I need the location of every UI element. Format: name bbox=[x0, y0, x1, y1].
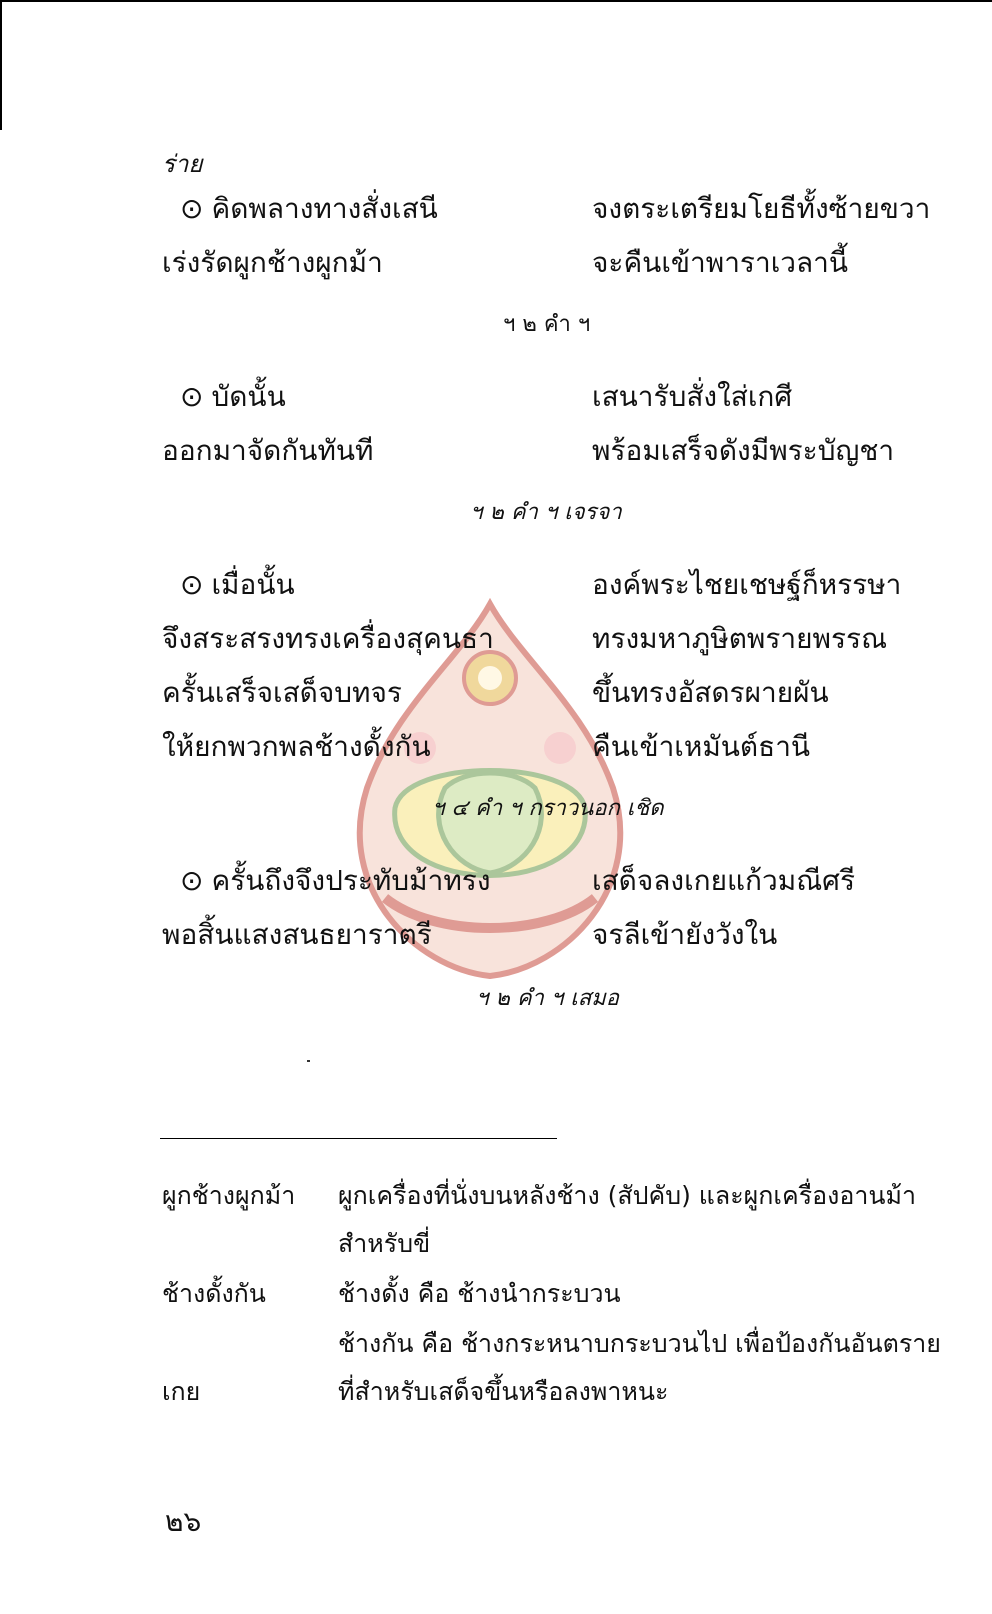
page-edge-left bbox=[0, 0, 2, 130]
verse-line-right: คืนเข้าเหมันต์ธานี bbox=[592, 730, 811, 763]
verse-line-right: จะคืนเข้าพาราเวลานี้ bbox=[592, 246, 849, 279]
glossary-definition: ที่สำหรับเสด็จขึ้นหรือลงพาหนะ bbox=[338, 1377, 669, 1406]
bullet-icon: ⊙ bbox=[180, 380, 204, 413]
verse-line-right: เสนารับสั่งใส่เกศี bbox=[592, 380, 793, 413]
verse-line-right: พร้อมเสร็จดังมีพระบัญชา bbox=[592, 434, 895, 467]
glossary-definition-continued: ช้างกัน คือ ช้างกระหนาบกระบวนไป เพื่อป้องกันอันตราย bbox=[338, 1329, 941, 1358]
bullet-icon: ⊙ bbox=[180, 864, 204, 897]
glossary-term: ช้างดั้งกัน bbox=[162, 1279, 266, 1308]
verse-line-right: จงตระเตรียมโยธีทั้งซ้ายขวา bbox=[592, 192, 931, 225]
bullet-icon: ⊙ bbox=[180, 192, 204, 225]
stanza-note: ฯ ๔ คำ ฯ กราวนอก เชิด bbox=[432, 796, 664, 821]
glossary-term: เกย bbox=[162, 1377, 201, 1406]
verse-line-left: เร่งรัดผูกช้างผูกม้า bbox=[162, 246, 383, 279]
section-label-rai: ร่าย bbox=[162, 150, 203, 178]
stanza-note: ฯ ๒ คำ ฯ เสมอ bbox=[476, 986, 619, 1011]
glossary-definition: ผูกเครื่องที่นั่งบนหลังช้าง (สัปคับ) และผูกเครื่องอานม้า bbox=[338, 1181, 917, 1210]
verse-text: เมื่อนั้น bbox=[211, 568, 295, 601]
glossary-definition: ช้างดั้ง คือ ช้างนำกระบวน bbox=[338, 1279, 621, 1308]
verse-line-right: ขึ้นทรงอัสดรผายผัน bbox=[592, 676, 829, 709]
verse-line-right: เสด็จลงเกยแก้วมณีศรี bbox=[592, 864, 855, 897]
verse-text: คิดพลางทางสั่งเสนี bbox=[211, 192, 438, 225]
verse-line-left bbox=[162, 380, 286, 414]
glossary-term: ผูกช้างผูกม้า bbox=[162, 1181, 296, 1210]
glossary-definition-continued: สำหรับขี่ bbox=[338, 1229, 431, 1258]
verse-line-right: ทรงมหาภูษิตพรายพรรณ bbox=[592, 622, 888, 655]
verse-line-left bbox=[162, 864, 491, 898]
page-number: ๒๖ bbox=[165, 1505, 202, 1538]
verse-line-left bbox=[162, 568, 295, 602]
verse-line-left: ครั้นเสร็จเสด็จบทจร bbox=[162, 676, 402, 709]
verse-line-right: องค์พระไชยเชษฐ์ก็หรรษา bbox=[592, 568, 902, 601]
verse-line-left bbox=[162, 192, 438, 226]
verse-text: บัดนั้น bbox=[211, 380, 286, 413]
stanza-note: ฯ ๒ คำ ฯ bbox=[503, 312, 591, 337]
stanza-note: ฯ ๒ คำ ฯ เจรจา bbox=[470, 500, 622, 525]
verse-line-left: ให้ยกพวกพลช้างดั้งกัน bbox=[162, 730, 431, 763]
stray-dot bbox=[307, 1060, 310, 1062]
page-edge-top bbox=[0, 0, 992, 2]
bullet-icon: ⊙ bbox=[180, 568, 204, 601]
footnote-divider bbox=[160, 1138, 557, 1139]
verse-line-left: ออกมาจัดกันทันที bbox=[162, 434, 374, 467]
verse-line-left: จึงสระสรงทรงเครื่องสุคนธา bbox=[162, 622, 494, 655]
verse-line-left: พอสิ้นแสงสนธยาราตรี bbox=[162, 918, 432, 951]
verse-line-right: จรลีเข้ายังวังใน bbox=[592, 918, 778, 951]
verse-text: ครั้นถึงจึงประทับม้าทรง bbox=[211, 864, 491, 897]
